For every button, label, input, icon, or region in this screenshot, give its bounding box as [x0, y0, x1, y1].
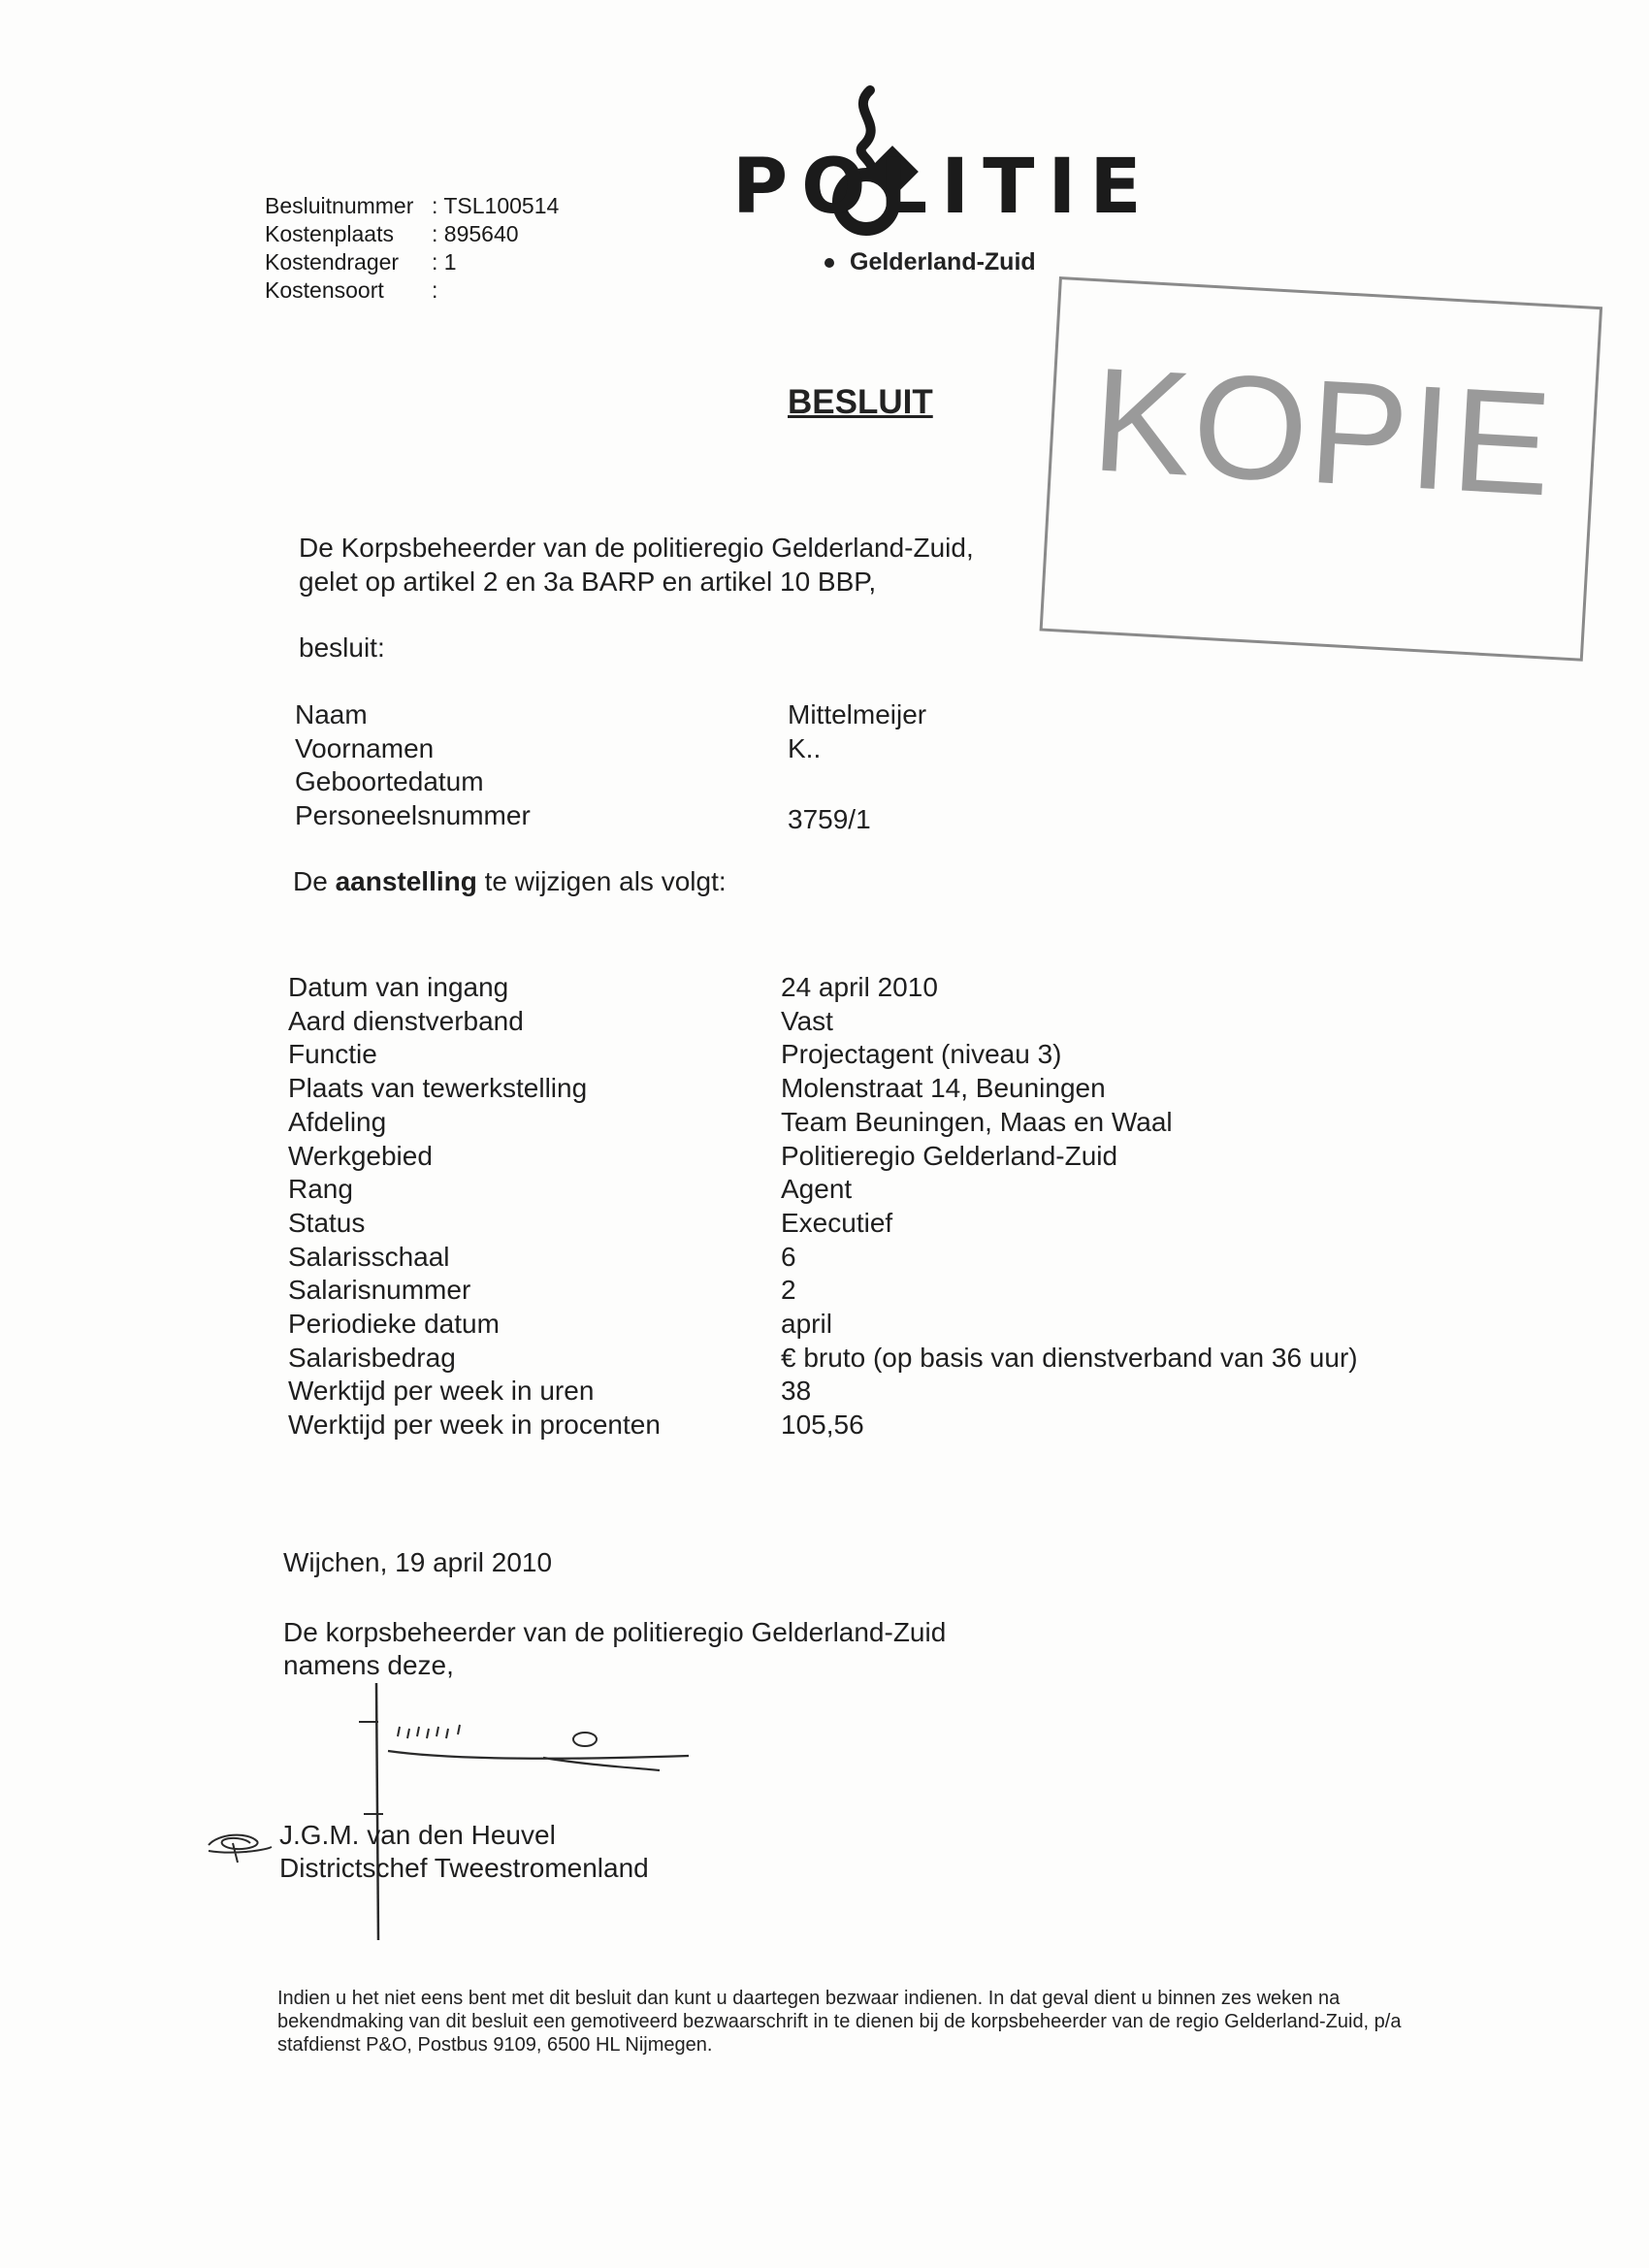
intro-line: De Korpsbeheerder van de politieregio Gelderland-Zuid, [299, 533, 974, 563]
detail-label: Datum van ingang [288, 972, 509, 1002]
appointment-details [288, 971, 1402, 1442]
logo-region-text: Gelderland-Zuid [850, 248, 1036, 275]
change-statement [293, 866, 727, 897]
document-title: BESLUIT [788, 383, 933, 421]
logo-word: POLITIE [732, 144, 1155, 231]
detail-value: Agent [781, 1174, 853, 1205]
change-bold: aanstelling [335, 866, 477, 896]
detail-label: Status [288, 1207, 366, 1238]
person-value: 3759/1 [788, 804, 871, 835]
detail-value: Projectagent (niveau 3) [781, 1039, 1062, 1070]
detail-row [288, 1375, 1402, 1409]
signoff-line: De korpsbeheerder van de politieregio Gelderland-Zuid [283, 1617, 947, 1647]
detail-label: Functie [288, 1039, 377, 1070]
politie-logo [732, 85, 1159, 289]
detail-value: april [781, 1309, 832, 1340]
detail-row [288, 1038, 1402, 1072]
detail-row [288, 1207, 1402, 1241]
person-row [295, 698, 926, 732]
decision-word: besluit: [299, 632, 385, 663]
detail-row [288, 971, 1402, 1005]
person-value: Mittelmeijer [788, 699, 927, 729]
detail-label: Salarisschaal [288, 1241, 450, 1272]
handwritten-signature [204, 1678, 708, 1950]
reference-value: : [432, 277, 438, 303]
detail-value: Vast [781, 1005, 833, 1036]
reference-label: Besluitnummer [265, 193, 414, 218]
detail-label: Werkgebied [288, 1140, 433, 1171]
detail-label: Plaats van tewerkstelling [288, 1073, 588, 1104]
signer-name: J.G.M. van den Heuvel [279, 1820, 556, 1850]
detail-label: Rang [288, 1174, 353, 1205]
reference-row [265, 192, 559, 220]
change-prefix: De [293, 866, 336, 896]
detail-label: Periodieke datum [288, 1309, 500, 1340]
signer-block [279, 1819, 649, 1885]
kopie-stamp [1040, 276, 1603, 662]
detail-label: Salarisbedrag [288, 1342, 456, 1373]
person-label: Naam [295, 699, 368, 729]
reference-value: : TSL100514 [432, 193, 560, 218]
detail-label: Afdeling [288, 1106, 387, 1137]
reference-block [265, 192, 559, 305]
detail-label: Werktijd per week in uren [288, 1376, 595, 1407]
signoff-line: namens deze, [283, 1650, 454, 1680]
detail-value: Politieregio Gelderland-Zuid [781, 1140, 1118, 1171]
person-label: Geboortedatum [295, 766, 484, 797]
detail-row [288, 1342, 1402, 1376]
detail-value: 38 [781, 1376, 812, 1407]
detail-value: 6 [781, 1241, 796, 1272]
person-details [295, 698, 926, 837]
detail-label: Salarisnummer [288, 1275, 471, 1306]
bullet-icon [824, 258, 834, 268]
detail-value: Team Beuningen, Maas en Waal [781, 1106, 1173, 1137]
detail-row [288, 1241, 1402, 1275]
detail-row [288, 1072, 1402, 1106]
intro-line: gelet op artikel 2 en 3a BARP en artikel 10 BBP, [299, 567, 877, 597]
person-label: Personeelsnummer [295, 800, 531, 831]
detail-row [288, 1274, 1402, 1308]
reference-label: Kostendrager [265, 249, 400, 275]
detail-value: 105,56 [781, 1409, 864, 1441]
reference-value: : 895640 [432, 221, 519, 246]
reference-row [265, 248, 559, 276]
person-row [295, 765, 926, 799]
detail-value: 24 april 2010 [781, 972, 938, 1002]
detail-label: Aard dienstverband [288, 1005, 524, 1036]
person-row [295, 799, 926, 837]
detail-row [288, 1106, 1402, 1140]
detail-value: 2 [781, 1275, 796, 1306]
detail-label: Werktijd per week in procenten [288, 1409, 661, 1441]
person-value: K.. [788, 732, 822, 763]
detail-value: Molenstraat 14, Beuningen [781, 1073, 1106, 1104]
reference-row [265, 276, 559, 305]
detail-row [288, 1173, 1402, 1207]
logo-region [824, 248, 1036, 276]
stamp-text: KOPIE [1088, 337, 1558, 528]
person-label: Voornamen [295, 732, 435, 763]
reference-label: Kostensoort [265, 277, 384, 303]
detail-value: € bruto (op basis van dienstverband van 36 uur) [781, 1342, 1358, 1373]
reference-label: Kostenplaats [265, 221, 394, 246]
detail-row [288, 1409, 1402, 1442]
reference-value: : 1 [432, 249, 457, 275]
detail-row [288, 1005, 1402, 1039]
detail-value: Executief [781, 1207, 893, 1238]
detail-row [288, 1308, 1402, 1342]
reference-row [265, 220, 559, 248]
person-row [295, 732, 926, 766]
place-date: Wijchen, 19 april 2010 [283, 1547, 553, 1577]
signoff [283, 1616, 946, 1682]
detail-row [288, 1140, 1402, 1174]
signer-title: Districtschef Tweestromenland [279, 1853, 649, 1883]
intro-paragraph [299, 531, 974, 599]
change-suffix: te wijzigen als volgt: [476, 866, 727, 896]
objection-notice: Indien u het niet eens bent met dit besluit dan kunt u daartegen bezwaar indienen. In dat geval dient u binnen zes weken na bekendmaking van dit besluit een gemotiveerd bezwaarschrift in te dienen bij de korpsbeheerder van de regio Gelderland-Zuid, p/a stafdienst P&O, Postbus 9109, 6500 HL Nijmegen. [277, 1988, 1402, 2056]
